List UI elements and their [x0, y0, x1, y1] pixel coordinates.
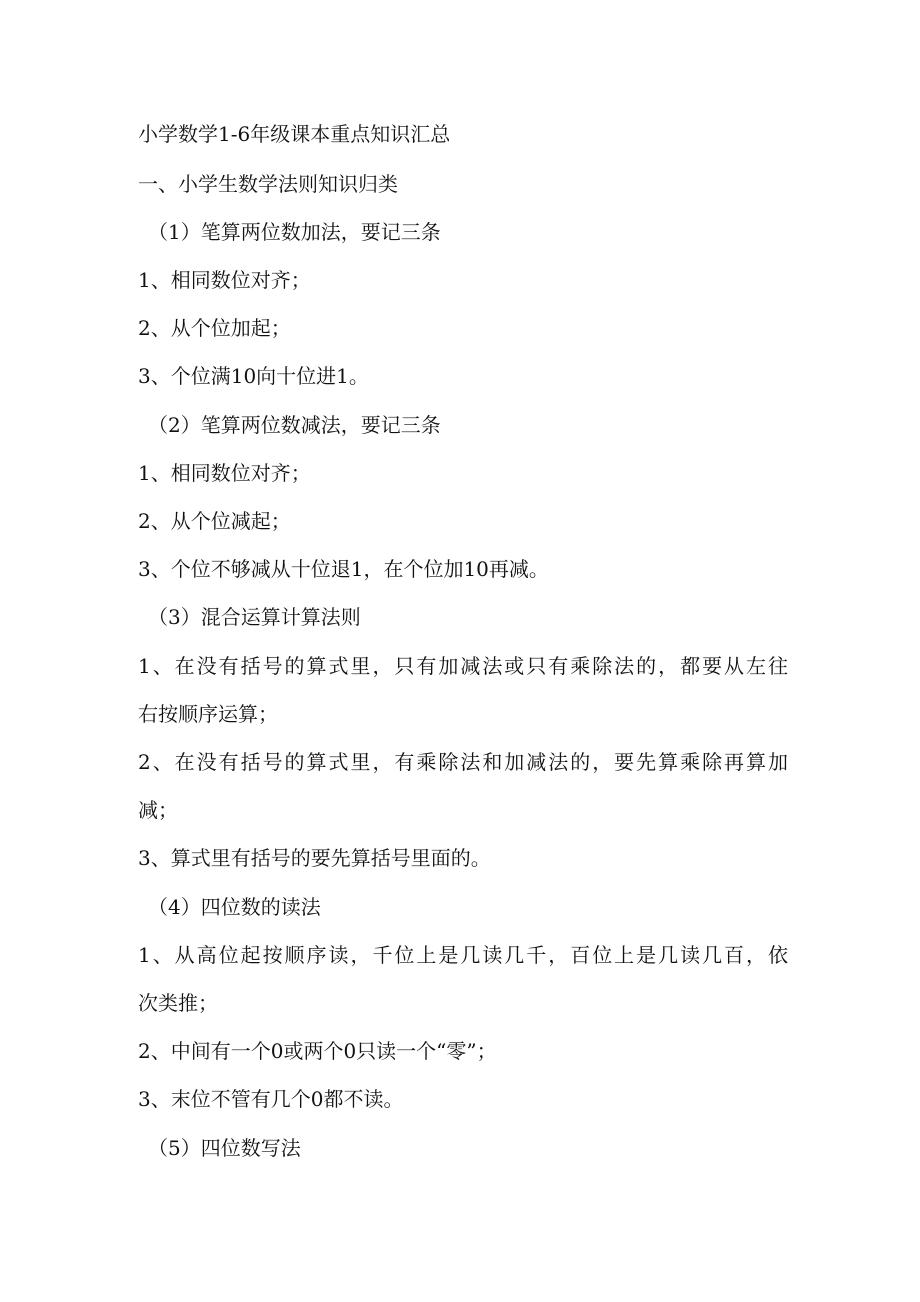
rule-line: 1、相同数位对齐； — [138, 461, 311, 485]
section-heading: 一、小学生数学法则知识归类 — [138, 172, 398, 196]
subsection-heading: （3）混合运算计算法则 — [148, 605, 361, 629]
rule-line: 1、相同数位对齐； — [138, 268, 311, 292]
rule-line-continuation: 次类推； — [138, 991, 218, 1015]
subsection-heading: （5）四位数写法 — [148, 1136, 301, 1160]
rule-line: 2、中间有一个0或两个0只读一个“零”； — [138, 1039, 497, 1063]
document-title: 小学数学1-6年级课本重点知识汇总 — [138, 122, 451, 146]
rule-line-continuation: 减； — [138, 798, 178, 822]
rule-line: 2、在没有括号的算式里，有乘除法和加减法的，要先算乘除再算加 — [138, 750, 788, 774]
rule-line: 2、从个位减起； — [138, 509, 291, 533]
subsection-heading: （1）笔算两位数加法，要记三条 — [148, 220, 441, 244]
rule-line-continuation: 右按顺序运算； — [138, 702, 278, 726]
rule-line: 3、个位满10向十位进1。 — [138, 364, 369, 388]
rule-line: 3、算式里有括号的要先算括号里面的。 — [138, 846, 491, 870]
rule-line: 2、从个位加起； — [138, 316, 291, 340]
subsection-heading: （4）四位数的读法 — [148, 895, 321, 919]
rule-line: 3、末位不管有几个0都不读。 — [138, 1087, 404, 1111]
subsection-heading: （2）笔算两位数减法，要记三条 — [148, 413, 441, 437]
rule-line: 3、个位不够减从十位退1，在个位加10再减。 — [138, 557, 549, 581]
rule-line: 1、从高位起按顺序读，千位上是几读几千，百位上是几读几百，依 — [138, 943, 788, 967]
rule-line: 1、在没有括号的算式里，只有加减法或只有乘除法的，都要从左往 — [138, 654, 788, 678]
